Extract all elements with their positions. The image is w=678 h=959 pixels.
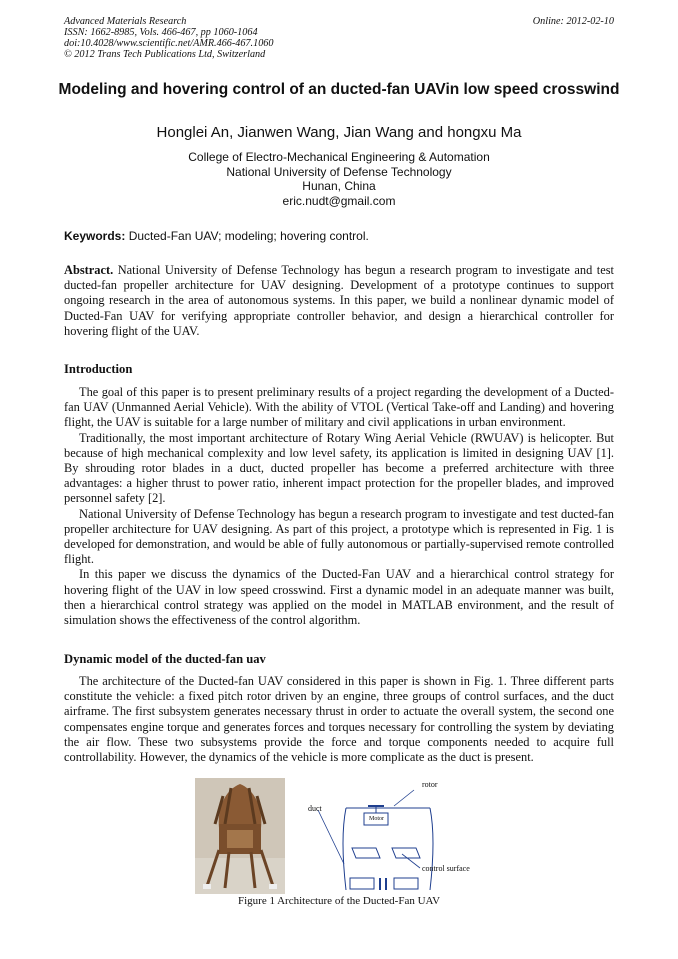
dynamic-model-paragraph: The architecture of the Ducted-fan UAV considered in this paper is shown in Fig. 1. Three different parts constitute the vehicle: a fixed pitch rotor driven by an engine, three groups of control surfaces, and the duct airframe. The first subsystem generates necessary thrust in order to actuate the overall system, the second one compensates engine torque and generates forces and torques necessary for controlling the system by deviating the air flow. These two subsystems provide the force and torque components needed to acquire full controllability. However, the dynamics of the vehicle is more complicate as the duct is present.: [64, 674, 614, 765]
abstract-text: National University of Defense Technology has begun a research program to investigate and test ducted-fan propeller architecture for UAV designing. Development of a prototype continues to support ongoing research in the area of autonomous systems. In this paper, we build a nonlinear dynamic model of Ducted-Fan UAV for verifying appropriate controller behavior, and design a hierarchical controller for hovering flight of the UAV.: [64, 263, 614, 338]
control-vane: [394, 878, 418, 889]
paper-title: Modeling and hovering control of an ducted-fan UAVin low speed crosswind: [58, 81, 620, 98]
dynamic-model-body: [64, 674, 614, 765]
abstract: [64, 263, 614, 339]
label-rotor: rotor: [422, 780, 438, 789]
author-email: eric.nudt@gmail.com: [282, 193, 396, 208]
keywords-text: Ducted-Fan UAV; modeling; hovering control.: [128, 229, 369, 243]
control-vane: [392, 848, 420, 858]
control-vane: [350, 878, 374, 889]
issn-line: ISSN: 1662-8985, Vols. 466-467, pp 1060-1064: [64, 27, 258, 38]
affiliation-university: National University of Defense Technology: [226, 164, 452, 179]
figure-1: [190, 778, 490, 906]
label-control-surface: control surface: [422, 864, 470, 873]
affiliation-location: Hunan, China: [302, 179, 376, 193]
duct-left-wall: [343, 808, 346, 890]
running-header: [64, 16, 273, 60]
figure-caption: Figure 1 Architecture of the Ducted-Fan UAV: [237, 895, 441, 907]
doi-line: doi:10.4028/www.scientific.net/AMR.466-467.1060: [64, 38, 274, 49]
duct-leader-line: [318, 810, 344, 864]
rotor-leader-line: [394, 790, 414, 806]
affiliation-college: College of Electro-Mechanical Engineering & Automation: [188, 150, 490, 164]
introduction-body: [64, 385, 614, 628]
intro-paragraph: The goal of this paper is to present preliminary results of a project regarding the development of a Ducted-fan UAV (Unmanned Aerial Vehicle). With the ability of VTOL (Vertical Take-off and Landing) and hovering flight, the UAV is suitable for a large number of military and civil applications in urban environment.: [64, 385, 614, 430]
author-list: Honglei An, Jianwen Wang, Jian Wang and hongxu Ma: [156, 124, 522, 141]
intro-paragraph: National University of Defense Technology has begun a research program to investigate and test ducted-fan propeller architecture for UAV designing. As part of this project, a prototype which is represented in Fig. 1 is developed for demonstration, and would be able of fully autonomous or partially-supervised remote controlled flight.: [64, 506, 614, 567]
label-motor: Motor: [369, 816, 384, 822]
section-heading-introduction: Introduction: [64, 362, 133, 376]
duct-right-wall: [430, 808, 433, 890]
journal-name: Advanced Materials Research: [64, 16, 187, 27]
copyright-line: © 2012 Trans Tech Publications Ltd, Switzerland: [64, 49, 266, 60]
keywords-label: Keywords:: [64, 229, 126, 243]
affiliation: [40, 150, 638, 208]
keywords: [64, 229, 369, 243]
control-vane: [352, 848, 380, 858]
intro-paragraph: In this paper we discuss the dynamics of the Ducted-Fan UAV and a hierarchical control strategy for hovering flight of the UAV in low speed crosswind. First a dynamic model in an adequate manner was built, then a hierarchical control strategy was applied on the model in MATLAB environment, and the result of simulation shows the effectiveness of the control algorithm.: [64, 567, 614, 628]
online-date: Online: 2012-02-10: [532, 16, 614, 27]
label-duct: duct: [308, 804, 322, 813]
intro-paragraph: Traditionally, the most important architecture of Rotary Wing Aerial Vehicle (RWUAV) is helicopter. But because of high mechanical complexity and low level safety, its application is limited in designing UAV [1]. By shrouding rotor blades in a duct, ducted propeller has become a preferred architecture with three advantages: a higher thrust to power ratio, inherent impact protection for the propeller blades, and improved personnel safety [2].: [64, 430, 614, 506]
abstract-label: Abstract.: [64, 263, 114, 277]
section-heading-dynamic-model: Dynamic model of the ducted-fan uav: [64, 652, 266, 666]
schematic-diagram: [298, 778, 488, 896]
prototype-photo: [195, 778, 285, 894]
